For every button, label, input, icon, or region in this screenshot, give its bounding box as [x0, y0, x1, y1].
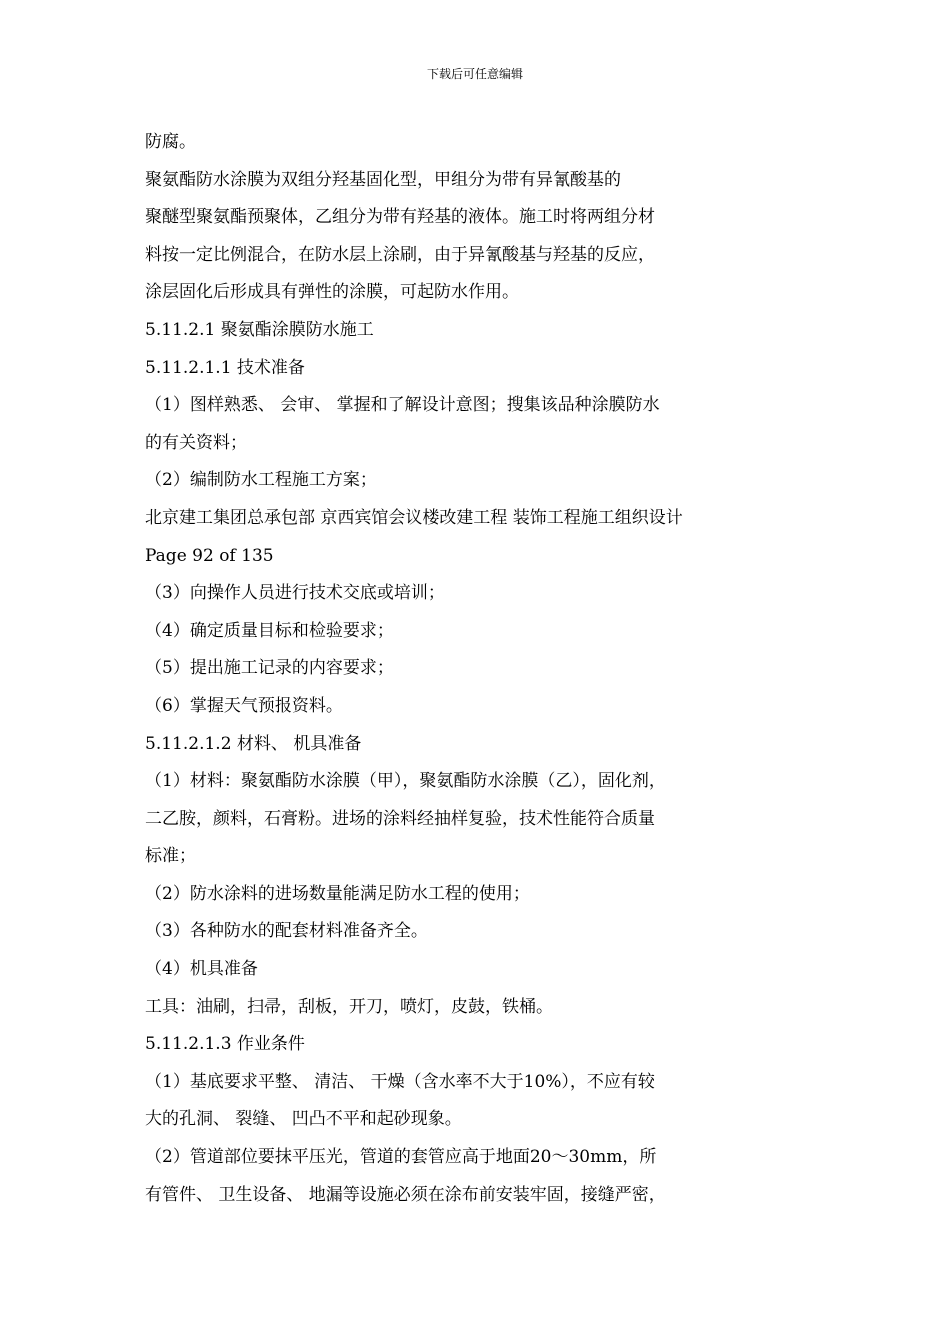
section-heading: 5.11.2.1.3 作业条件: [145, 1034, 305, 1055]
text-line: 聚醚型聚氨酯预聚体，乙组分为带有羟基的液体。施工时将两组分材: [145, 207, 655, 228]
text-line: 有管件、 卫生设备、 地漏等设施必须在涂布前安装牢固，接缝严密，: [145, 1184, 666, 1205]
text-line: 防腐。: [145, 132, 196, 152]
text-line: （2）编制防水工程施工方案；: [145, 470, 377, 491]
text-line: （1）材料：聚氨酯防水涂膜（甲），聚氨酯防水涂膜（乙），固化剂，: [145, 771, 666, 792]
text-line: （6）掌握天气预报资料。: [145, 695, 343, 716]
text-line: 的有关资料；: [145, 432, 247, 453]
text-line: （4）确定质量目标和检验要求；: [145, 620, 394, 641]
text-line: 聚氨酯防水涂膜为双组分羟基固化型，甲组分为带有异氰酸基的: [145, 169, 621, 190]
page-header: 下载后可任意编辑: [426, 67, 523, 81]
text-line: 二乙胺，颜料，石膏粉。进场的涂料经抽样复验，技术性能符合质量: [145, 808, 655, 829]
text-line: 涂层固化后形成具有弹性的涂膜，可起防水作用。: [145, 282, 519, 303]
text-line: （5）提出施工记录的内容要求；: [145, 658, 394, 679]
text-line: （3）各种防水的配套材料准备齐全。: [145, 921, 428, 942]
section-heading: 5.11.2.1 聚氨酯涂膜防水施工: [145, 319, 374, 340]
text-line: （3）向操作人员进行技术交底或培训；: [145, 583, 445, 604]
text-line: 料按一定比例混合，在防水层上涂刷，由于异氰酸基与羟基的反应，: [145, 244, 655, 265]
text-line: 标准；: [145, 846, 196, 867]
text-line: （1）基底要求平整、 清洁、 干燥（含水率不大于10%），不应有较: [145, 1071, 655, 1092]
text-line: （4）机具准备: [145, 959, 258, 980]
page-footer-title: 北京建工集团总承包部 京西宾馆会议楼改建工程 装饰工程施工组织设计: [145, 507, 683, 528]
text-line: （2）防水涂料的进场数量能满足防水工程的使用；: [145, 883, 530, 904]
text-line: （2）管道部位要抹平压光，管道的套管应高于地面20～30mm，所: [145, 1147, 657, 1168]
text-line: 工具：油刷，扫帚，刮板，开刀，喷灯，皮鼓，铁桶。: [145, 996, 553, 1017]
document-body: [145, 124, 785, 1214]
text-line: 大的孔洞、 裂缝、 凹凸不平和起砂现象。: [145, 1109, 462, 1130]
page-number: Page 92 of 135: [145, 545, 274, 566]
section-heading: 5.11.2.1.2 材料、 机具准备: [145, 733, 362, 754]
text-line: （1）图样熟悉、 会审、 掌握和了解设计意图；搜集该品种涂膜防水: [145, 395, 660, 416]
section-heading: 5.11.2.1.1 技术准备: [145, 357, 305, 378]
